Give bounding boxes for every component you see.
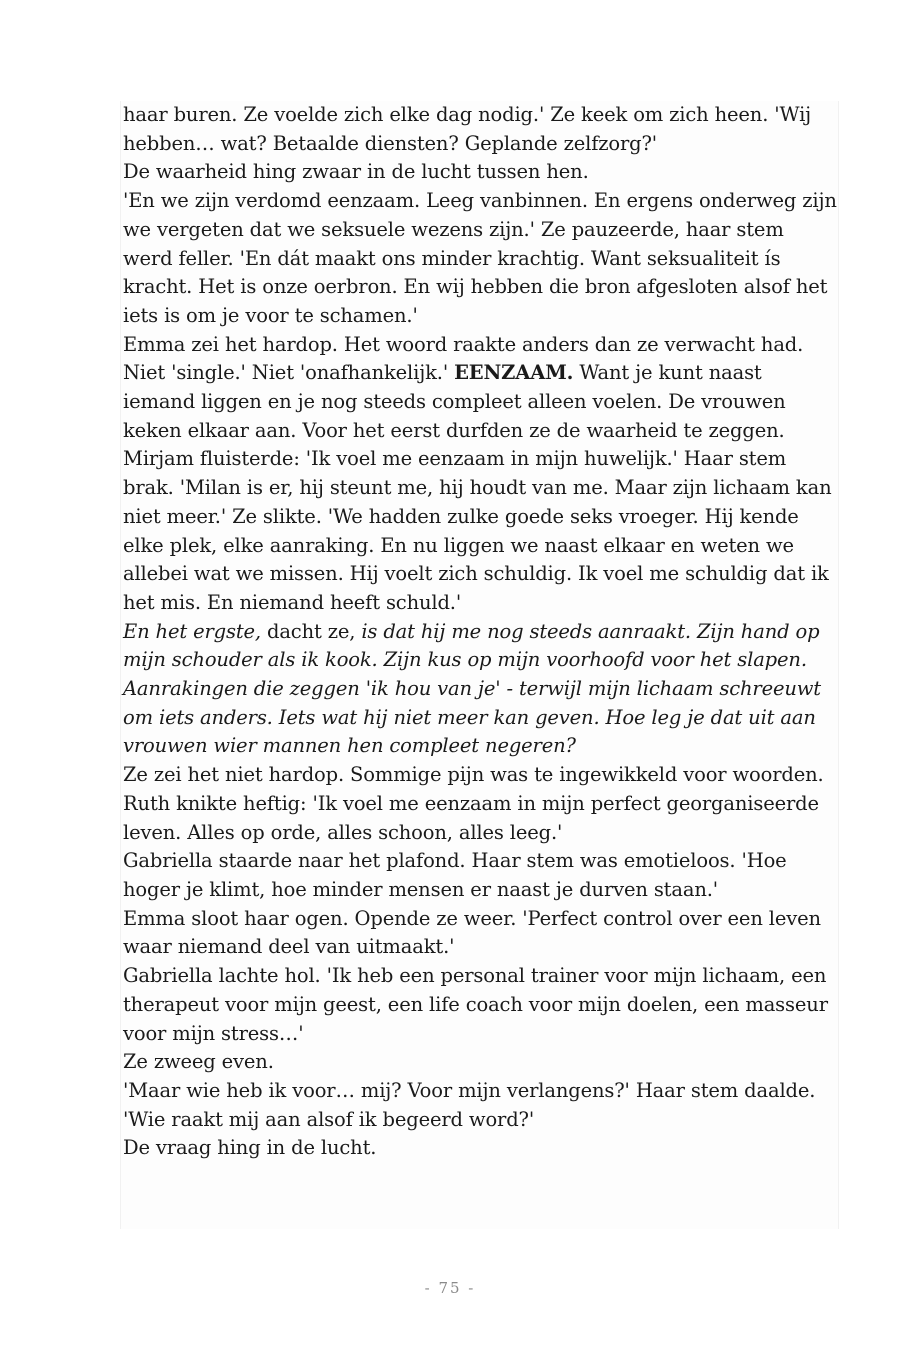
paragraph-italic-thought: [123, 618, 838, 762]
paragraph-emma: [123, 331, 838, 446]
paragraph: 'Maar wie heb ik voor… mij? Voor mijn verlangens?' Haar stem daalde. 'Wie raakt mij aan alsof ik begeerd word?': [123, 1078, 816, 1131]
paragraph: Ruth knikte heftig: 'Ik voel me eenzaam in mijn perfect georganiseerde leven. Alles op orde, alles schoon, alles leeg.': [123, 791, 819, 844]
paragraph: Gabriella staarde naar het plafond. Haar stem was emotieloos. 'Hoe hoger je klimt, hoe minder mensen er naast je durven staan.': [123, 849, 787, 901]
page-number: - 75 -: [424, 1279, 476, 1297]
paragraph: 'En we zijn verdomd eenzaam. Leeg vanbinnen. En ergens onderweg zijn we vergeten dat we seksuele wezens zijn.' Ze pauzeerde, haar stem werd feller. 'En dát maakt ons minder krachtig. Want seksualiteit ís kracht. Het is onze oerbron. En wij hebben die bron afgesloten alsof het iets is om je voor te schamen.': [123, 189, 837, 327]
paragraph: haar buren. Ze voelde zich elke dag nodig.' Ze keek om zich heen. 'Wij hebben… wat? Betaalde diensten? Geplande zelfzorg?': [123, 103, 812, 155]
bold-word: EENZAAM.: [454, 361, 574, 385]
text-run: Want je kunt naast iemand liggen en je nog steeds compleet alleen voelen. De vrouwen keken elkaar aan. Voor het eerst durfden ze de waarheid te zeggen.: [123, 361, 786, 442]
paragraph: De waarheid hing zwaar in de lucht tussen hen.: [123, 160, 589, 184]
paragraph: Emma sloot haar ogen. Opende ze weer. 'Perfect control over een leven waar niemand deel van uitmaakt.': [123, 906, 821, 959]
paragraph-mirjam: Mirjam fluisterde: 'Ik voel me eenzaam in mijn huwelijk.' Haar stem brak. 'Milan is er, hij steunt me, hij houdt van me. Maar zijn lichaam kan niet meer.' Ze slikte. 'We hadden zulke goede seks vroeger. Hij kende elke plek, elke aanraking. En nu liggen we naast elkaar en weten we allebei wat we missen. Hij voelt zich schuldig. Ik voel me schuldig dat ik het mis. En niemand heeft schuld.': [123, 447, 832, 614]
italic-run: En het ergste,: [123, 619, 261, 643]
paragraph: Ze zei het niet hardop. Sommige pijn was te ingewikkeld voor woorden.: [123, 763, 824, 787]
text-run: dacht ze,: [260, 619, 362, 643]
paragraph: Gabriella lachte hol. 'Ik heb een personal trainer voor mijn lichaam, een therapeut voor mijn geest, een life coach voor mijn doelen, een masseur voor mijn stress…': [123, 964, 828, 1045]
text-run: Emma zei het hardop. Het woord raakte anders dan ze verwacht had. Niet 'single.' Niet 'onafhankelijk.': [123, 332, 804, 385]
page-text-block: [120, 101, 839, 1229]
italic-run: is dat hij me nog steeds aanraakt. Zijn hand op mijn schouder als ik kook. Zijn kus op mijn voorhoofd voor het slapen. Aanrakingen die zeggen 'ik hou van je' - terwijl mijn lichaam schreeuwt om iets anders. Iets wat hij niet meer kan geven. Hoe leg je dat uit aan vrouwen wier mannen hen compleet negeren?: [123, 619, 821, 758]
paragraph: De vraag hing in de lucht.: [123, 1136, 377, 1160]
paragraph: Ze zweeg even.: [123, 1050, 274, 1074]
